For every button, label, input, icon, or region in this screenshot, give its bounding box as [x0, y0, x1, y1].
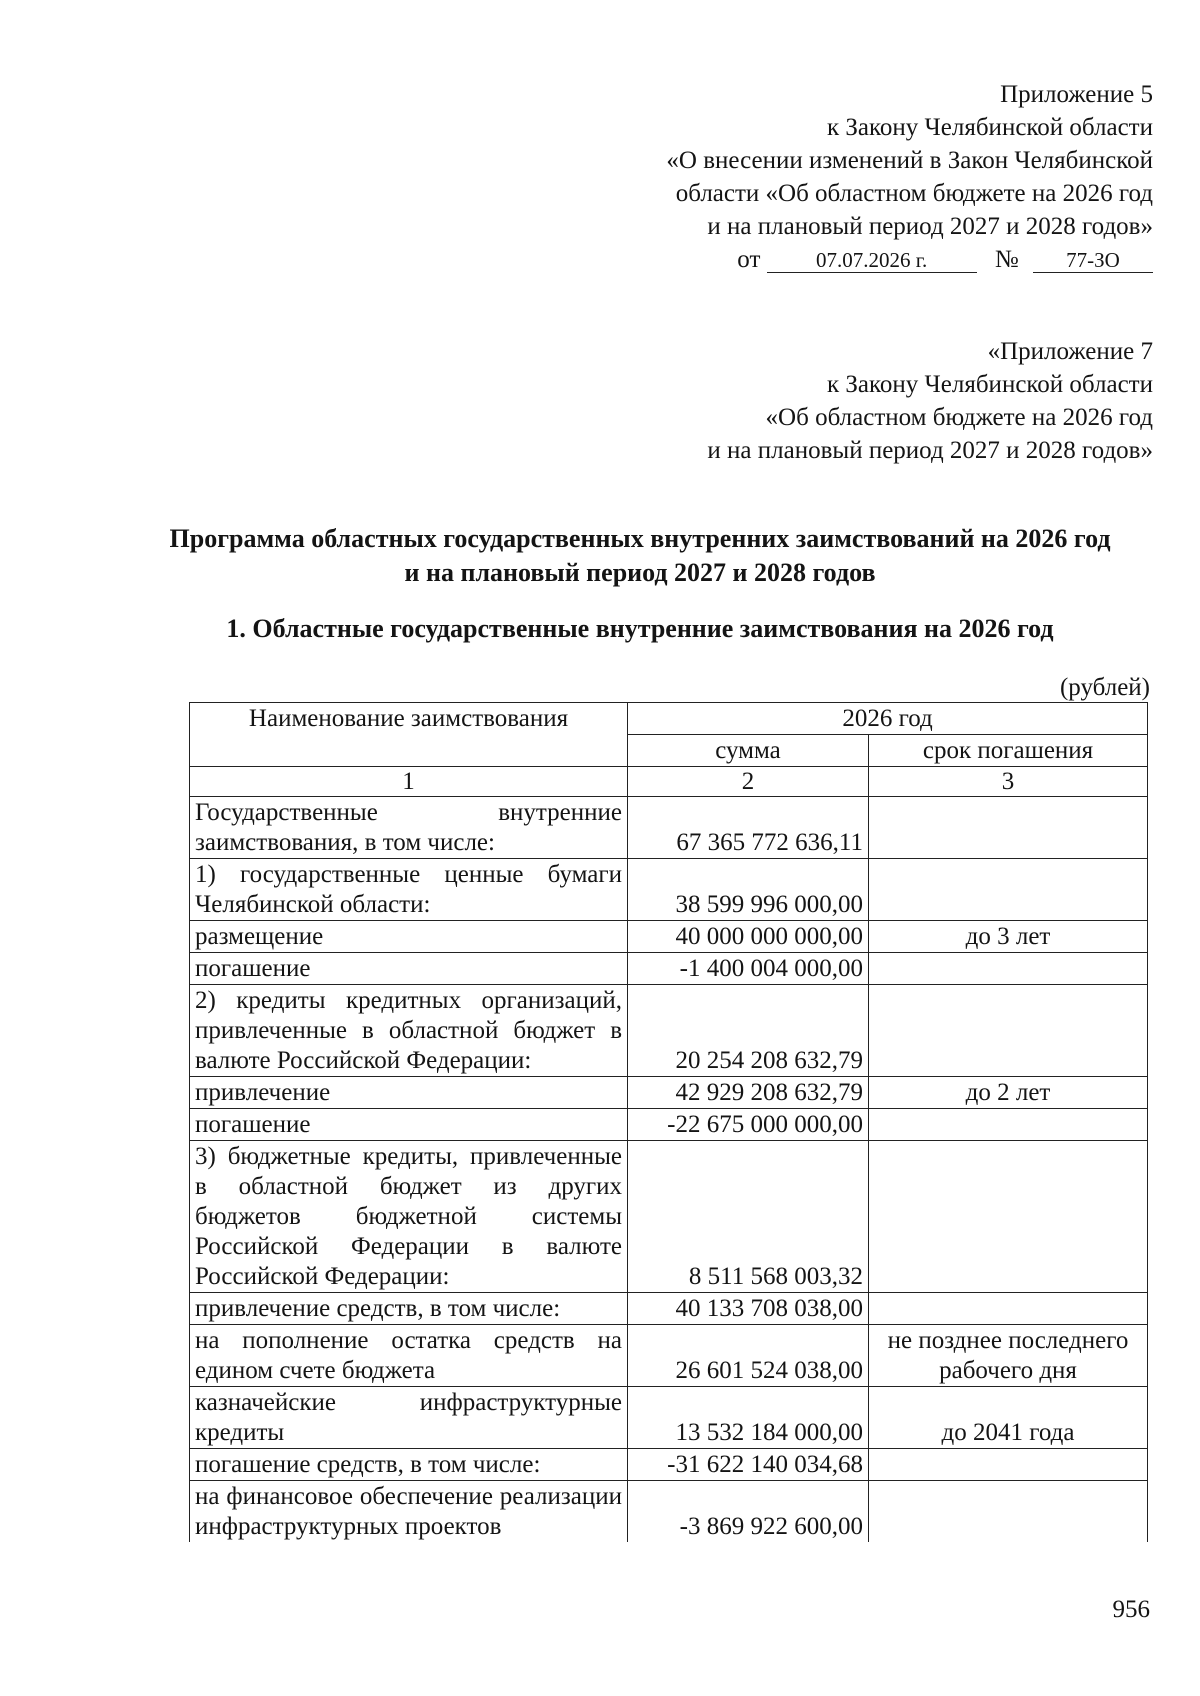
annex5-line: Приложение 5	[1000, 81, 1153, 108]
annex7-line: «Приложение 7	[987, 338, 1153, 365]
row-term	[869, 1449, 1148, 1481]
row-name: на пополнение остатка средств на едином счете бюджета	[190, 1325, 628, 1387]
column-number: 3	[869, 767, 1148, 797]
row-sum: 67 365 772 636,11	[628, 797, 869, 859]
table-row	[190, 797, 1148, 859]
header-sum: сумма	[628, 735, 869, 767]
table-row	[190, 1325, 1148, 1387]
annex5-header	[453, 78, 1153, 276]
row-name: Государственные внутренние заимствования, в том числе:	[190, 797, 628, 859]
row-sum: 13 532 184 000,00	[628, 1387, 869, 1449]
annex7-line: к Закону Челябинской области	[827, 371, 1153, 398]
row-term	[869, 797, 1148, 859]
date-value: 07.07.2026 г.	[767, 248, 977, 273]
row-sum: 40 000 000 000,00	[628, 921, 869, 953]
row-sum: -31 622 140 034,68	[628, 1449, 869, 1481]
row-term: до 2041 года	[869, 1387, 1148, 1449]
row-name: казначейские инфраструктурные кредиты	[190, 1387, 628, 1449]
column-number: 1	[190, 767, 628, 797]
table-row	[190, 1481, 1148, 1543]
table-row	[190, 985, 1148, 1077]
row-name: 2) кредиты кредитных организаций, привлеченные в областной бюджет в валюте Российской Федерации:	[190, 985, 628, 1077]
section-title: 1. Областные государственные внутренние заимствования на 2026 год	[226, 614, 1054, 643]
header-year: 2026 год	[628, 703, 1148, 735]
table-row	[190, 1141, 1148, 1293]
row-name: 3) бюджетные кредиты, привлеченные в областной бюджет из других бюджетов бюджетной системы Российской Федерации в валюте Российской Федерации:	[190, 1141, 628, 1293]
annex5-line: и на плановый период 2027 и 2028 годов»	[707, 213, 1153, 240]
table-row	[190, 859, 1148, 921]
row-name: размещение	[190, 921, 628, 953]
table-row	[190, 1077, 1148, 1109]
table-row	[190, 953, 1148, 985]
row-sum: 42 929 208 632,79	[628, 1077, 869, 1109]
row-name: 1) государственные ценные бумаги Челябинской области:	[190, 859, 628, 921]
row-sum: 8 511 568 003,32	[628, 1141, 869, 1293]
row-term	[869, 1293, 1148, 1325]
row-sum: 20 254 208 632,79	[628, 985, 869, 1077]
row-sum: 26 601 524 038,00	[628, 1325, 869, 1387]
row-name: погашение	[190, 1109, 628, 1141]
row-sum: -22 675 000 000,00	[628, 1109, 869, 1141]
document-title-line1: Программа областных государственных внутренних заимствований на 2026 год	[169, 524, 1111, 553]
row-term	[869, 985, 1148, 1077]
document-title	[130, 522, 1150, 590]
column-number: 2	[628, 767, 869, 797]
header-term: срок погашения	[869, 735, 1148, 767]
unit-label: (рублей)	[1059, 674, 1150, 701]
row-name: на финансовое обеспечение реализации инфраструктурных проектов	[190, 1481, 628, 1543]
table-row	[190, 1449, 1148, 1481]
borrowings-table	[189, 702, 1148, 1542]
row-term: не позднее последнего рабочего дня	[869, 1325, 1148, 1387]
row-term: до 2 лет	[869, 1077, 1148, 1109]
number-prefix: №	[994, 246, 1019, 273]
date-prefix: от	[737, 246, 761, 273]
row-sum: -1 400 004 000,00	[628, 953, 869, 985]
row-term	[869, 1481, 1148, 1543]
table-row	[190, 921, 1148, 953]
row-sum: 38 599 996 000,00	[628, 859, 869, 921]
row-term: до 3 лет	[869, 921, 1148, 953]
annex7-header	[453, 335, 1153, 467]
row-term	[869, 1141, 1148, 1293]
page-number: 956	[1112, 1596, 1150, 1623]
document-title-line2: и на плановый период 2027 и 2028 годов	[404, 558, 876, 587]
annex5-line: «О внесении изменений в Закон Челябинской	[666, 147, 1153, 174]
row-term	[869, 953, 1148, 985]
row-name: привлечение средств, в том числе:	[190, 1293, 628, 1325]
row-term	[869, 1109, 1148, 1141]
table-row	[190, 1293, 1148, 1325]
table-row	[190, 1387, 1148, 1449]
annex7-line: и на плановый период 2027 и 2028 годов»	[707, 437, 1153, 464]
number-value: 77-ЗО	[1033, 248, 1153, 273]
row-name: погашение средств, в том числе:	[190, 1449, 628, 1481]
annex5-date-line	[737, 243, 1153, 276]
row-term	[869, 859, 1148, 921]
annex5-line: области «Об областном бюджете на 2026 год	[675, 180, 1153, 207]
header-name: Наименование заимствования	[190, 703, 628, 767]
annex7-line: «Об областном бюджете на 2026 год	[765, 404, 1153, 431]
row-name: привлечение	[190, 1077, 628, 1109]
column-numbers-row	[190, 767, 1148, 797]
table-row	[190, 1109, 1148, 1141]
row-sum: -3 869 922 600,00	[628, 1481, 869, 1543]
row-sum: 40 133 708 038,00	[628, 1293, 869, 1325]
row-name: погашение	[190, 953, 628, 985]
annex5-line: к Закону Челябинской области	[827, 114, 1153, 141]
